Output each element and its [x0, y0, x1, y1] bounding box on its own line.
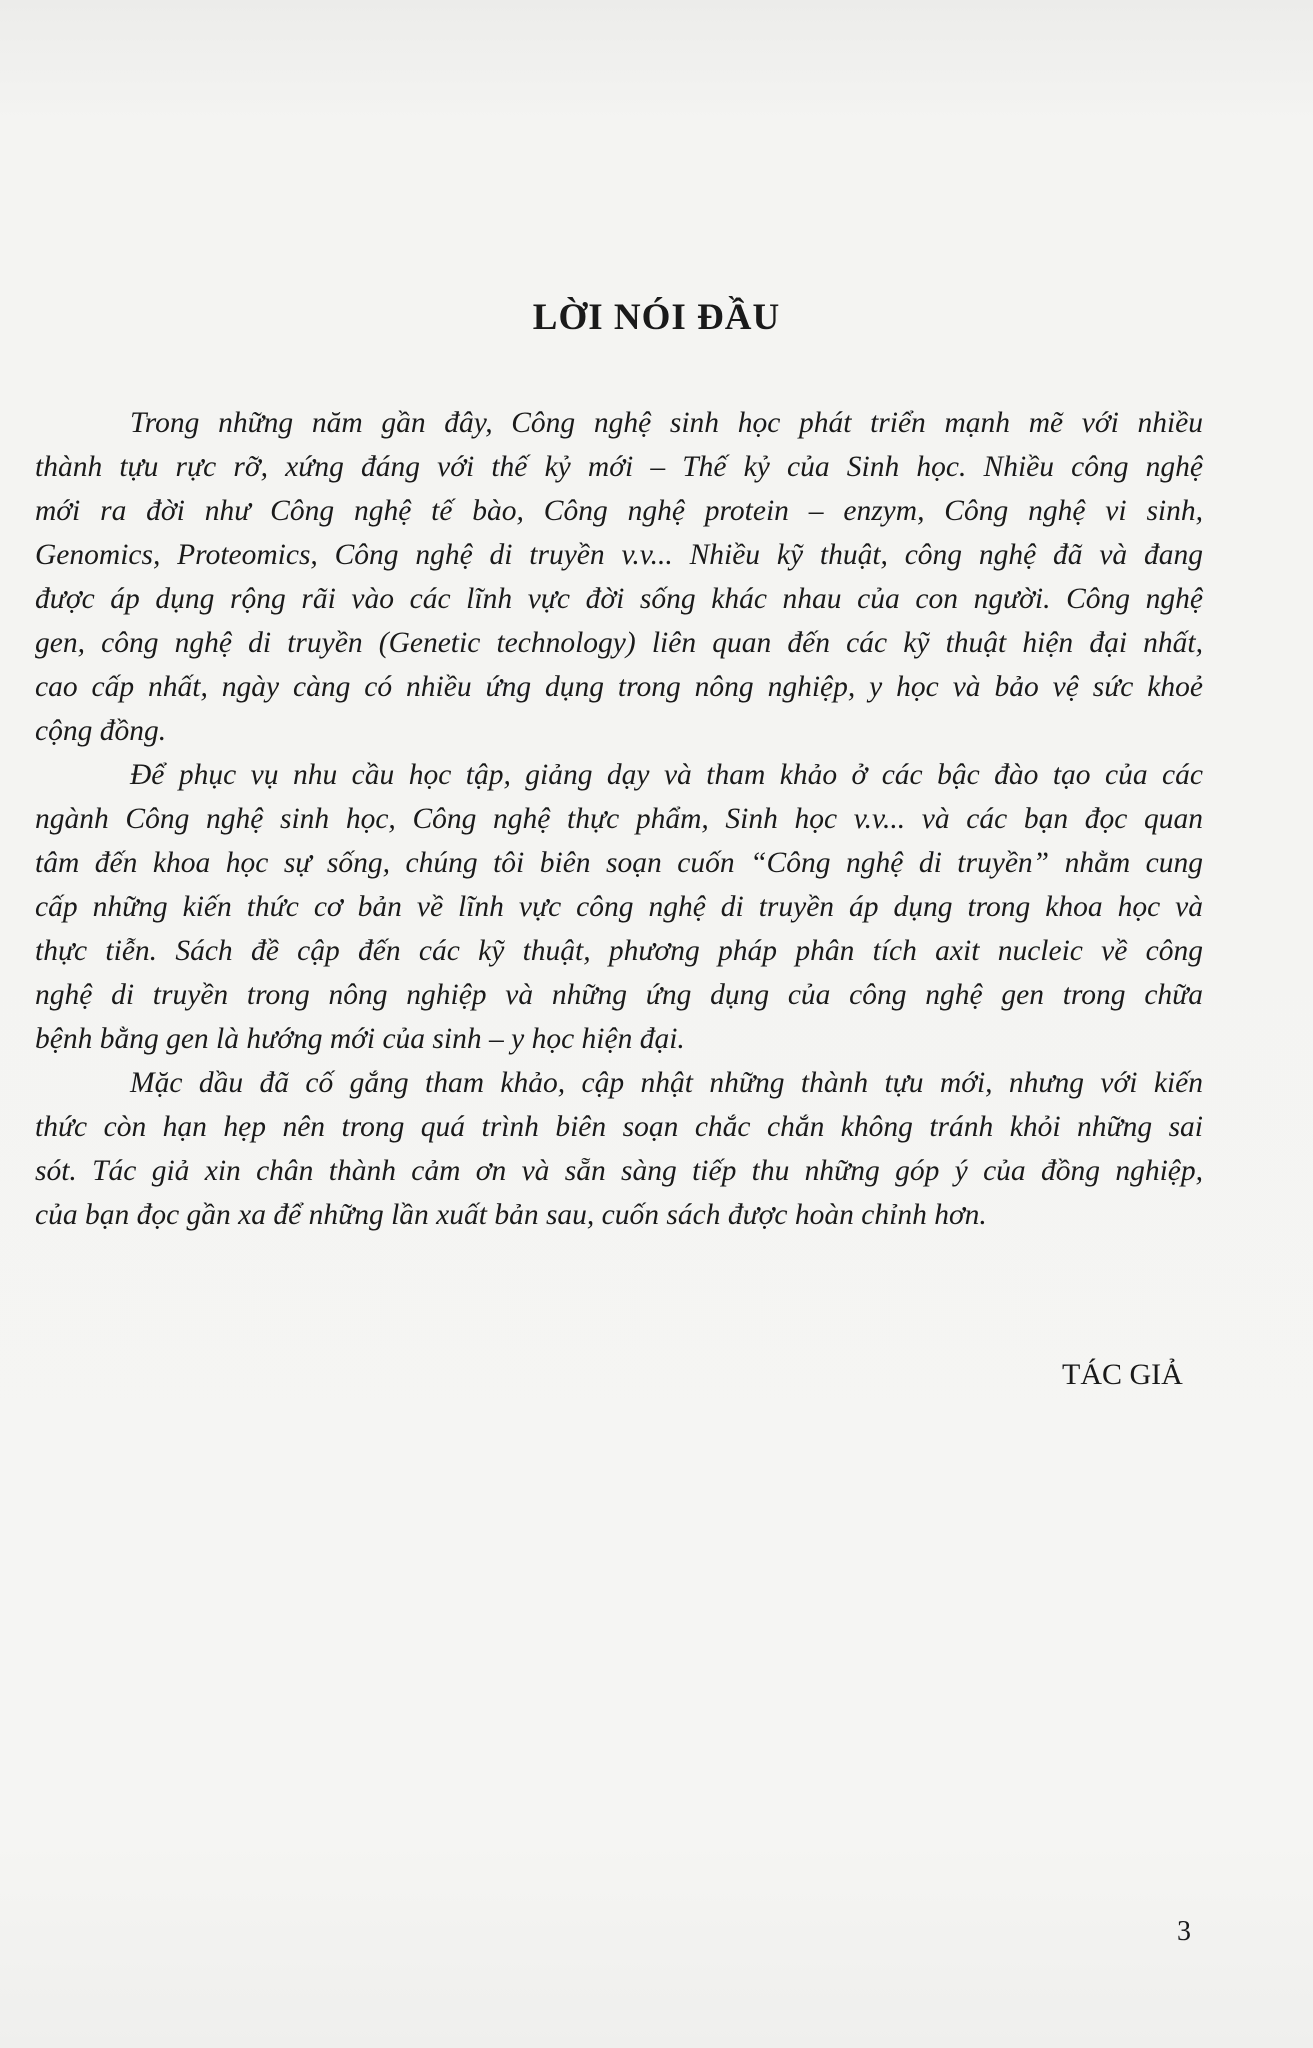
text-line: Mặc dầu đã cố gắng tham khảo, cập nhật những thành tựu mới, nhưng với kiến: [130, 1067, 1203, 1099]
text-line: gen, công nghệ di truyền (Genetic technology) liên quan đến các kỹ thuật hiện đại nhất,: [35, 627, 1203, 659]
text-line: cấp những kiến thức cơ bản về lĩnh vực công nghệ di truyền áp dụng trong khoa học và: [35, 891, 1203, 923]
author-signature: TÁC GIẢ: [1062, 1358, 1183, 1391]
text-line: Trong những năm gần đây, Công nghệ sinh học phát triển mạnh mẽ với nhiều: [130, 407, 1203, 439]
text-line: nghệ di truyền trong nông nghiệp và những ứng dụng của công nghệ gen trong chữa: [35, 979, 1203, 1011]
text-line: bệnh bằng gen là hướng mới của sinh – y học hiện đại.: [35, 1023, 685, 1055]
page-title: LỜI NÓI ĐẦU: [532, 297, 781, 338]
text-line: sót. Tác giả xin chân thành cảm ơn và sẵn sàng tiếp thu những góp ý của đồng nghiệp,: [35, 1155, 1203, 1187]
paragraph-2: [35, 753, 1203, 1061]
text-line: mới ra đời như Công nghệ tế bào, Công nghệ protein – enzym, Công nghệ vi sinh,: [35, 495, 1203, 527]
preface-body: [35, 401, 1203, 1237]
text-line: cộng đồng.: [35, 715, 167, 747]
text-line: của bạn đọc gần xa để những lần xuất bản sau, cuốn sách được hoàn chỉnh hơn.: [35, 1199, 987, 1231]
text-line: thành tựu rực rỡ, xứng đáng với thế kỷ mới – Thế kỷ của Sinh học. Nhiều công nghệ: [35, 451, 1203, 483]
text-line: tâm đến khoa học sự sống, chúng tôi biên soạn cuốn “Công nghệ di truyền” nhằm cung: [35, 847, 1203, 879]
text-line: thực tiễn. Sách đề cập đến các kỹ thuật, phương pháp phân tích axit nucleic về công: [35, 935, 1203, 967]
page-number: 3: [1177, 1916, 1191, 1947]
text-line: được áp dụng rộng rãi vào các lĩnh vực đời sống khác nhau của con người. Công nghệ: [35, 583, 1203, 615]
text-line: Để phục vụ nhu cầu học tập, giảng dạy và tham khảo ở các bậc đào tạo của các: [130, 759, 1203, 791]
text-line: ngành Công nghệ sinh học, Công nghệ thực phẩm, Sinh học v.v... và các bạn đọc quan: [35, 803, 1203, 835]
text-line: thức còn hạn hẹp nên trong quá trình biên soạn chắc chắn không tránh khỏi những sai: [35, 1111, 1203, 1143]
text-line: cao cấp nhất, ngày càng có nhiều ứng dụng trong nông nghiệp, y học và bảo vệ sức khoẻ: [35, 671, 1203, 703]
paragraph-3: [35, 1061, 1203, 1237]
text-line: Genomics, Proteomics, Công nghệ di truyền v.v... Nhiều kỹ thuật, công nghệ đã và đang: [35, 539, 1203, 571]
paragraph-1: [35, 401, 1203, 753]
